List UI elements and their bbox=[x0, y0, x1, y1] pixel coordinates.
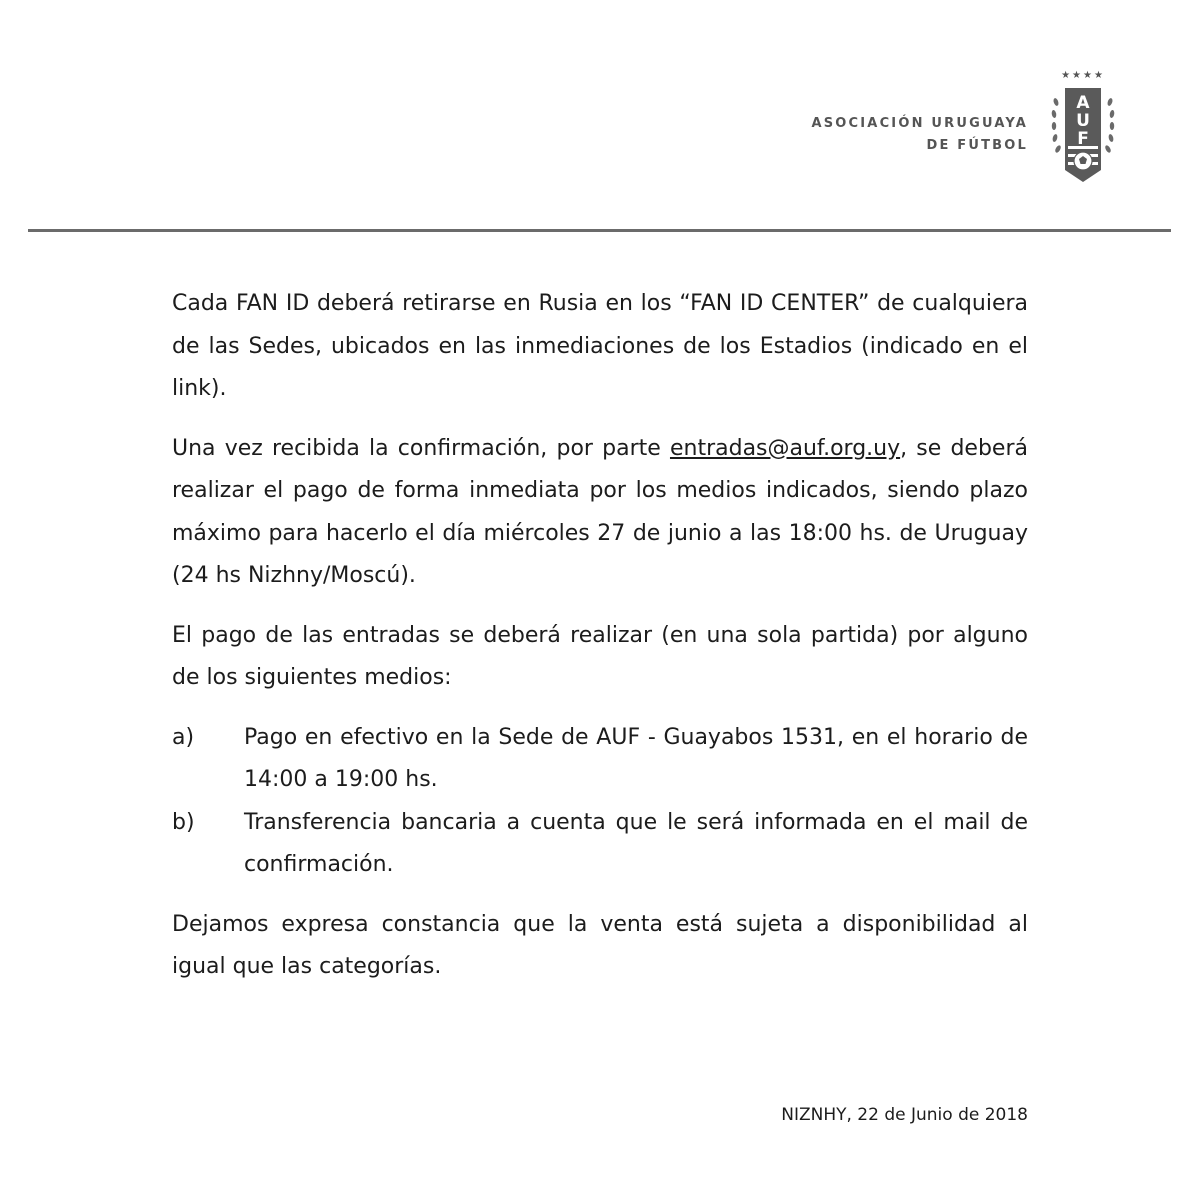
list-item bbox=[172, 802, 1028, 887]
place-date: NIZNHY, 22 de Junio de 2018 bbox=[781, 1105, 1028, 1125]
email-link[interactable]: entradas@auf.org.uy bbox=[669, 435, 901, 461]
paragraph-availability: Dejamos expresa constancia que la venta está sujeta a disponibilidad al igual que las categorías. bbox=[172, 911, 1028, 979]
letter-body bbox=[172, 283, 1028, 1006]
list-marker: b) bbox=[172, 809, 195, 835]
paragraph-fan-id: Cada FAN ID deberá retirarse en Rusia en los “FAN ID CENTER” de cualquiera de las Sedes, ubicados en las inmediaciones de los Estadios (indicado en el link). bbox=[172, 291, 1028, 401]
logo-letter-a: A bbox=[1076, 93, 1090, 113]
org-name-line1: ASOCIACIÓN URUGUAYA bbox=[811, 116, 1028, 131]
org-name-line2: DE FÚTBOL bbox=[926, 138, 1028, 153]
logo-stars: ★★★★ bbox=[1061, 70, 1105, 81]
header-divider bbox=[28, 229, 1171, 232]
paragraph-confirmation-prefix: Una vez recibida la confirmación, por parte bbox=[172, 435, 661, 461]
laurel-right-icon bbox=[1104, 97, 1115, 153]
list-item-text: Pago en efectivo en la Sede de AUF - Guayabos 1531, en el horario de 14:00 a 19:00 hs. bbox=[244, 724, 1028, 792]
list-item bbox=[172, 717, 1028, 802]
auf-logo bbox=[1048, 66, 1118, 186]
paragraph-confirmation-suffix: , se deberá realizar el pago de forma inmediata por los medios indicados, siendo plazo máximo para hacerlo el día miércoles 27 de junio a las 18:00 hs. de Uruguay (24 hs Nizhny/Moscú). bbox=[172, 435, 1028, 588]
org-name bbox=[811, 113, 1028, 157]
laurel-left-icon bbox=[1051, 97, 1062, 153]
soccer-ball-icon bbox=[1074, 152, 1092, 170]
list-item-text: Transferencia bancaria a cuenta que le será informada en el mail de confirmación. bbox=[244, 809, 1028, 877]
paragraph-confirmation bbox=[172, 428, 1028, 598]
logo-letter-f: F bbox=[1077, 129, 1089, 149]
logo-letter-u: U bbox=[1076, 111, 1090, 131]
paragraph-payment: El pago de las entradas se deberá realizar (en una sola partida) por alguno de los siguientes medios: bbox=[172, 622, 1028, 690]
list-marker: a) bbox=[172, 724, 195, 750]
payment-methods-list bbox=[172, 717, 1028, 887]
